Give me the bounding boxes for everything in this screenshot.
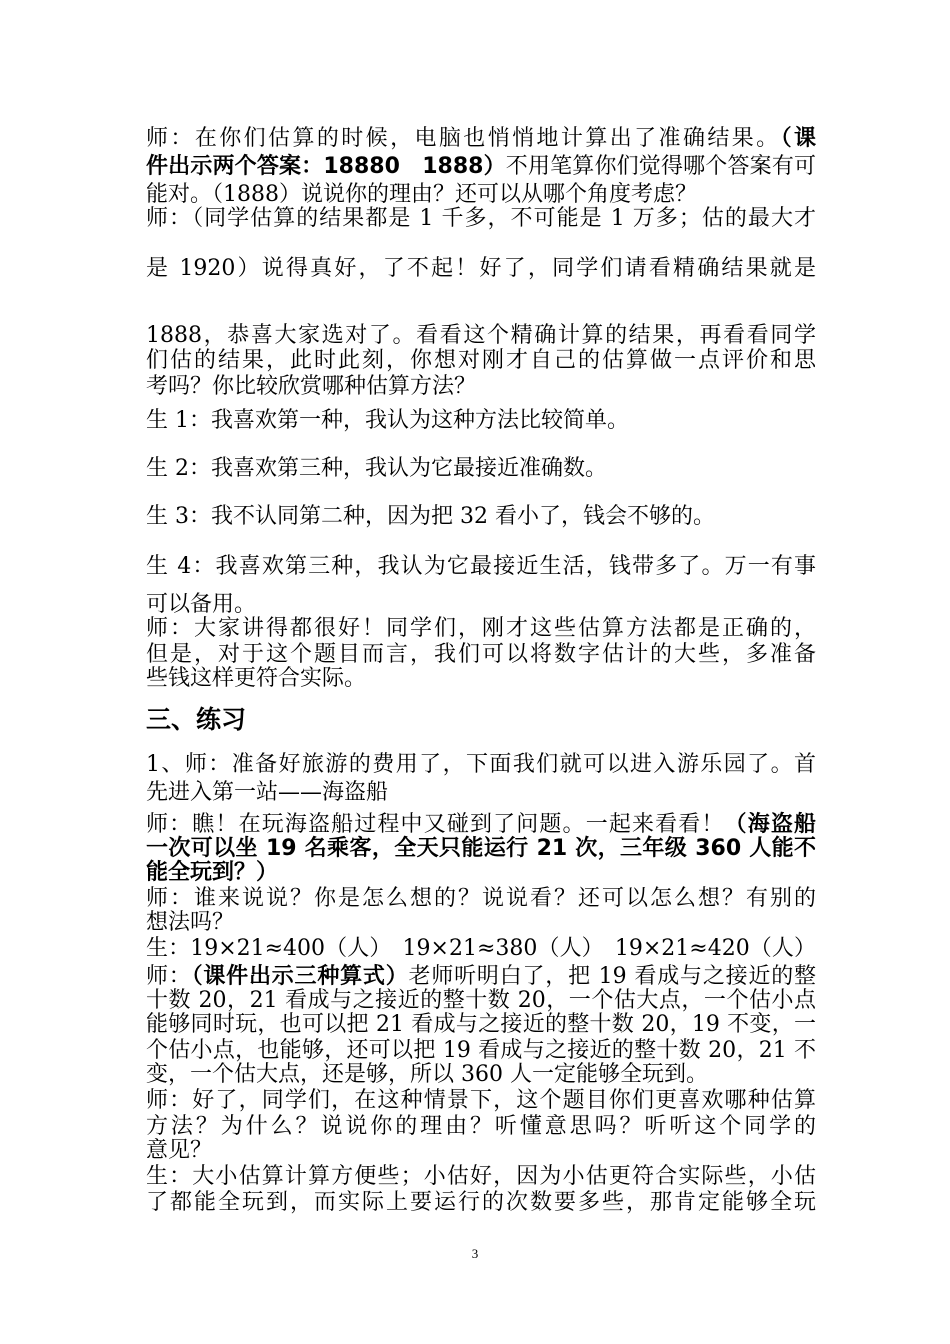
text-run: 师：大家讲得都很好！同学们，刚才这些估算方法都是正确的， <box>146 616 816 641</box>
text-run: 变，一个估大点，还是够，所以 360 人一定能够全玩到。 <box>146 1062 708 1087</box>
text-line <box>146 778 816 808</box>
text-line <box>146 406 816 436</box>
text-line <box>146 934 816 964</box>
text-line <box>146 372 816 402</box>
text-run: 可以备用。 <box>146 592 257 617</box>
text-line <box>146 204 816 234</box>
text-run: 个估小点，也能够，还可以把 19 看成与之接近的整十数 20，21 不 <box>146 1038 816 1063</box>
text-line <box>146 124 816 154</box>
bold-text: （课件出示三种算式） <box>191 964 409 989</box>
text-run: 师：谁来说说？你是怎么想的？说说看？还可以怎么想？有别的 <box>146 886 816 911</box>
text-run: 生：19×21≈400（人） 19×21≈380（人） 19×21≈420（人） <box>146 936 816 961</box>
text-run: 生 2：我喜欢第三种，我认为它最接近准确数。 <box>146 456 607 481</box>
text-line <box>146 254 816 284</box>
text-run: 生：大小估算计算方便些；小估好，因为小估更符合实际些，小估 <box>146 1164 816 1189</box>
text-line <box>146 664 816 694</box>
text-line <box>146 152 816 182</box>
text-run: 但是，对于这个题目而言，我们可以将数字估计的大些，多准备 <box>146 642 816 667</box>
text-run: 1、师：准备好旅游的费用了，下面我们就可以进入游乐园了。首 <box>146 752 816 777</box>
text-line <box>146 552 816 582</box>
text-run: 能对。（1888）说说你的理由？还可以从哪个角度考虑？ <box>146 182 697 207</box>
section-heading: 三、练习 <box>146 705 247 734</box>
text-run: 师： <box>146 964 192 989</box>
text-run: 师：在你们估算的时候，电脑也悄悄地计算出了准确结果。 <box>146 126 781 151</box>
text-run: 意见？ <box>146 1138 213 1163</box>
text-run: 方法？为什么？说说你的理由？听懂意思吗？听听这个同学的 <box>146 1114 816 1139</box>
text-run: 能够同时玩，也可以把 21 看成与之接近的整十数 20，19 不变，一 <box>146 1012 816 1037</box>
text-run: 老师听明白了，把 19 看成与之接近的整 <box>408 964 816 989</box>
text-run: 师：瞧！在玩海盗船过程中又碰到了问题。一起来看看！ <box>146 812 725 837</box>
text-run: 不用笔算你们觉得哪个答案有可 <box>505 154 816 179</box>
text-run: 生 3：我不认同第二种，因为把 32 看小了，钱会不够的。 <box>146 504 715 529</box>
text-run: 师：（同学估算的结果都是 1 千多，不可能是 1 万多；估的最大才 <box>146 206 816 231</box>
text-run: 1888，恭喜大家选对了。看看这个精确计算的结果，再看看同学 <box>146 323 816 348</box>
text-line <box>146 1188 816 1218</box>
text-run: 师：好了，同学们，在这种情景下，这个题目你们更喜欢哪种估算 <box>146 1088 816 1113</box>
bold-text: （课 <box>780 126 816 151</box>
bold-text: （海盗船 <box>724 812 816 837</box>
text-run: 考吗？你比较欣赏哪种估算方法？ <box>146 374 477 399</box>
bold-text: 能全玩到？） <box>146 860 279 885</box>
bold-text: 一次可以坐 19 名乘客，全天只能运行 21 次，三年级 360 人能不 <box>146 836 816 861</box>
page-number: 3 <box>471 1246 479 1261</box>
text-run: 想法吗？ <box>146 910 235 935</box>
text-run: 十数 20，21 看成与之接近的整十数 20，一个估大点，一个估小点 <box>146 988 816 1013</box>
text-run: 生 1：我喜欢第一种，我认为这种方法比较简单。 <box>146 408 629 433</box>
text-line <box>146 454 816 484</box>
text-run: 了都能全玩到，而实际上要运行的次数要多些，那肯定能够全玩 <box>146 1190 816 1215</box>
bold-text: 件出示两个答案：18880 1888） <box>146 154 506 179</box>
text-run: 生 4：我喜欢第三种，我认为它最接近生活，钱带多了。万一有事 <box>146 554 816 579</box>
text-run: 些钱这样更符合实际。 <box>146 666 367 691</box>
text-run: 是 1920）说得真好，了不起！好了，同学们请看精确结果就是 <box>146 256 816 281</box>
text-line <box>146 502 816 532</box>
text-run: 先进入第一站——海盗船 <box>146 780 389 805</box>
text-line <box>146 750 816 780</box>
text-run: 们估的结果，此时此刻，你想对刚才自己的估算做一点评价和思 <box>146 348 816 373</box>
